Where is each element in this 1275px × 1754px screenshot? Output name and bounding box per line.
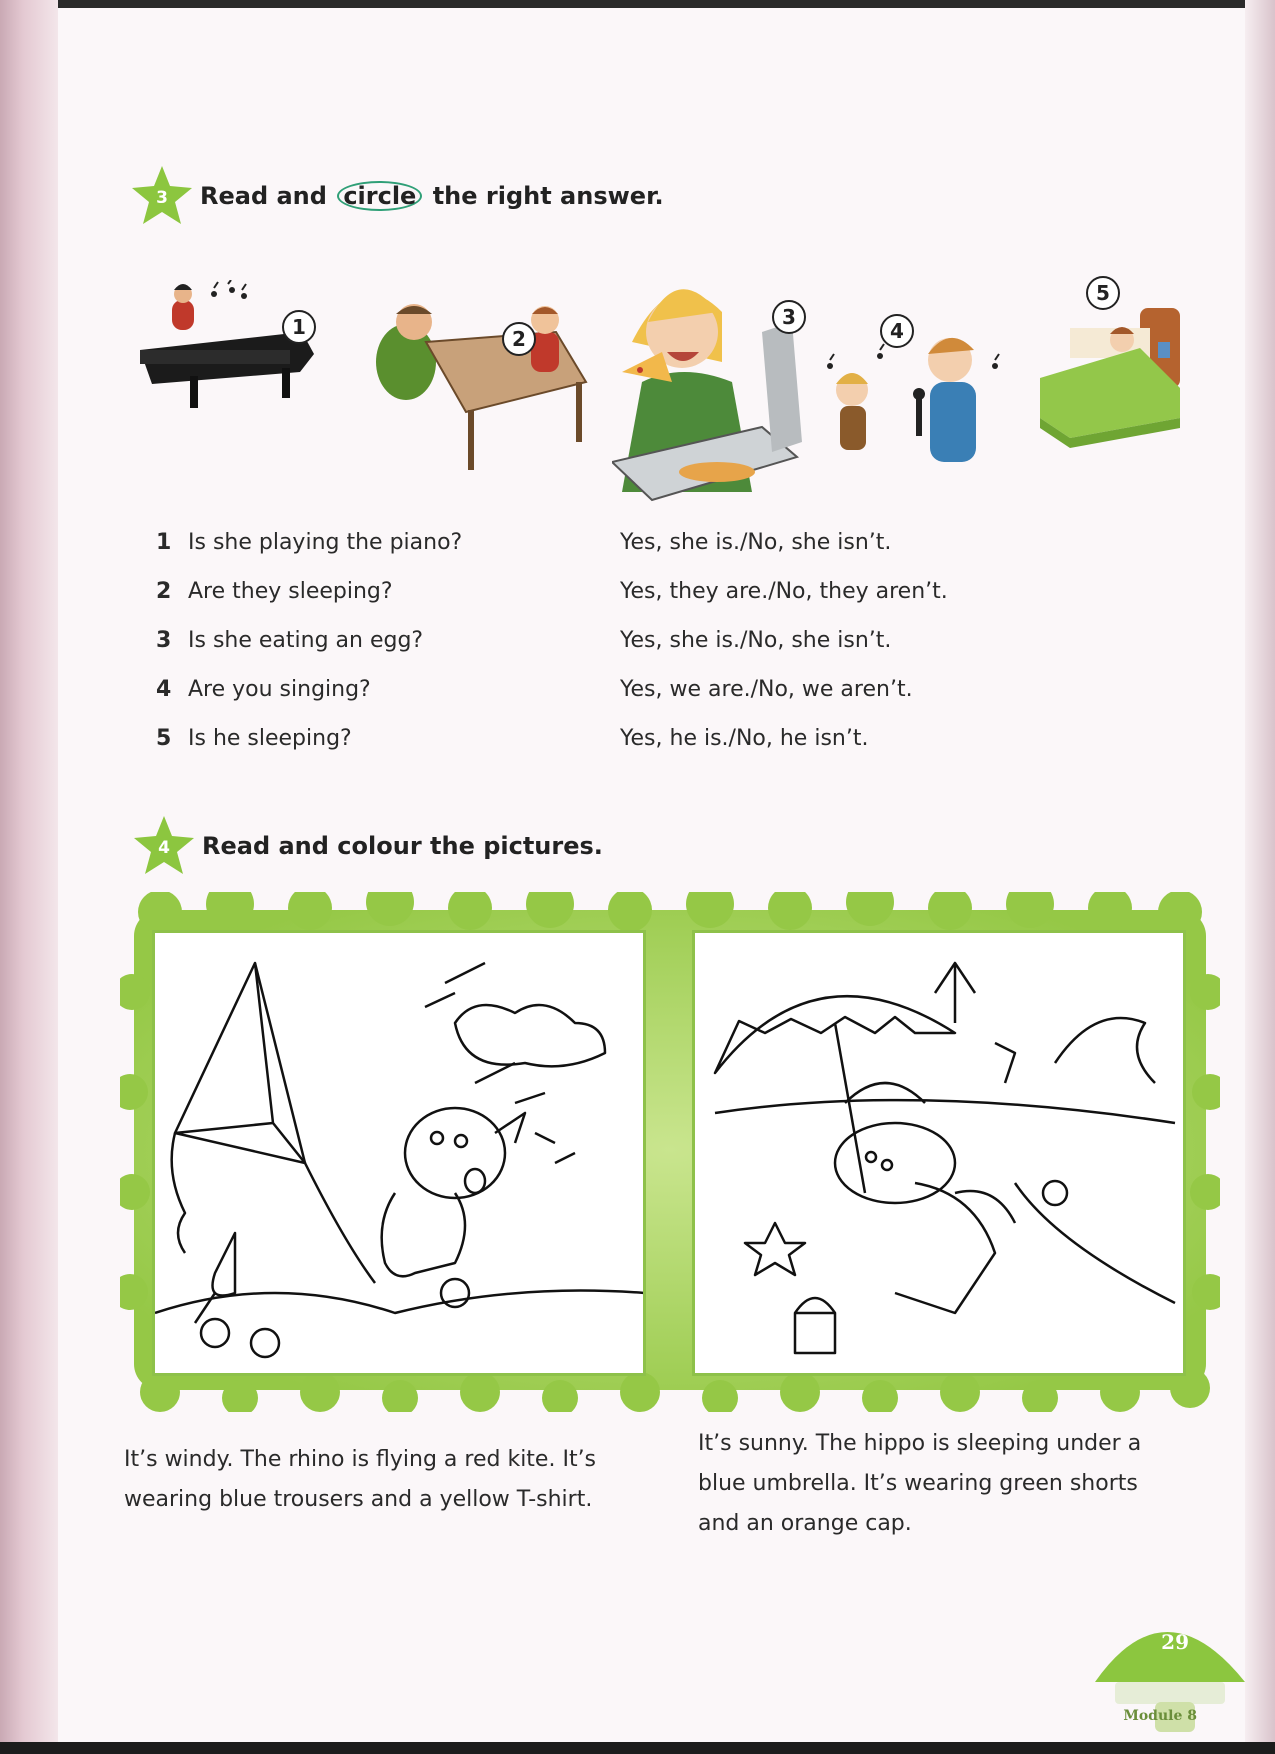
page-top-edge <box>0 0 1275 8</box>
question-row <box>156 726 868 751</box>
exercise-instruction <box>200 181 664 211</box>
picture-number: 2 <box>502 322 536 356</box>
picture-number: 3 <box>772 300 806 334</box>
exercise-number: 3 <box>156 188 168 208</box>
instruction-text: the right answer. <box>432 182 664 210</box>
page-bottom-edge <box>0 1742 1275 1754</box>
circled-word: circle <box>337 181 422 211</box>
question-number: 1 <box>156 530 172 555</box>
picture-eating-table <box>356 292 606 492</box>
rhino-kite-drawing <box>155 933 643 1373</box>
module-label: Module 8 <box>1123 1708 1197 1724</box>
coloring-panel-rhino[interactable] <box>152 930 646 1376</box>
question-row <box>156 677 913 702</box>
page-number: 29 <box>1161 1630 1189 1654</box>
question-text: Is she playing the piano? <box>188 530 463 555</box>
page-right-edge <box>1245 0 1275 1754</box>
exercise-4-header <box>132 814 603 878</box>
question-text: Are they sleeping? <box>188 579 393 604</box>
question-text: Is he sleeping? <box>188 726 352 751</box>
book-spine-shadow <box>0 0 58 1754</box>
answer-options[interactable]: Yes, he is./No, he isn’t. <box>620 726 869 751</box>
picture-number: 5 <box>1086 276 1120 310</box>
exercise-3-header <box>130 164 664 228</box>
question-text: Are you singing? <box>188 677 371 702</box>
coloring-panel-hippo[interactable] <box>692 930 1186 1376</box>
question-number: 2 <box>156 579 172 604</box>
hippo-umbrella-drawing <box>695 933 1183 1373</box>
exercise-number: 4 <box>158 838 170 858</box>
exercise-star-icon <box>132 814 196 878</box>
picture-number: 4 <box>880 314 914 348</box>
question-number: 5 <box>156 726 172 751</box>
question-text: Is she eating an egg? <box>188 628 424 653</box>
picture-piano <box>132 280 332 440</box>
question-row <box>156 530 891 555</box>
caption-hippo <box>698 1424 1218 1544</box>
exercise-instruction: Read and colour the pictures. <box>202 832 603 860</box>
caption-line: and an orange cap. <box>698 1511 912 1536</box>
answer-options[interactable]: Yes, we are./No, we aren’t. <box>620 677 913 702</box>
picture-number: 1 <box>282 310 316 344</box>
caption-line: It’s windy. The rhino is flying a red kite. It’s <box>124 1447 597 1472</box>
picture-singing <box>820 310 1030 490</box>
question-row <box>156 628 891 653</box>
question-row <box>156 579 948 604</box>
answer-options[interactable]: Yes, she is./No, she isn’t. <box>620 530 892 555</box>
caption-line: wearing blue trousers and a yellow T-shirt. <box>124 1487 593 1512</box>
answer-options[interactable]: Yes, they are./No, they aren’t. <box>620 579 948 604</box>
instruction-text: Read and <box>200 182 327 210</box>
exercise-star-icon <box>130 164 194 228</box>
picture-bed <box>1030 268 1210 448</box>
caption-line: blue umbrella. It’s wearing green shorts <box>698 1471 1138 1496</box>
caption-line: It’s sunny. The hippo is sleeping under a <box>698 1431 1142 1456</box>
picture-pizza <box>612 252 812 502</box>
caption-rhino <box>124 1440 644 1520</box>
answer-options[interactable]: Yes, she is./No, she isn’t. <box>620 628 892 653</box>
question-number: 4 <box>156 677 172 702</box>
question-number: 3 <box>156 628 172 653</box>
